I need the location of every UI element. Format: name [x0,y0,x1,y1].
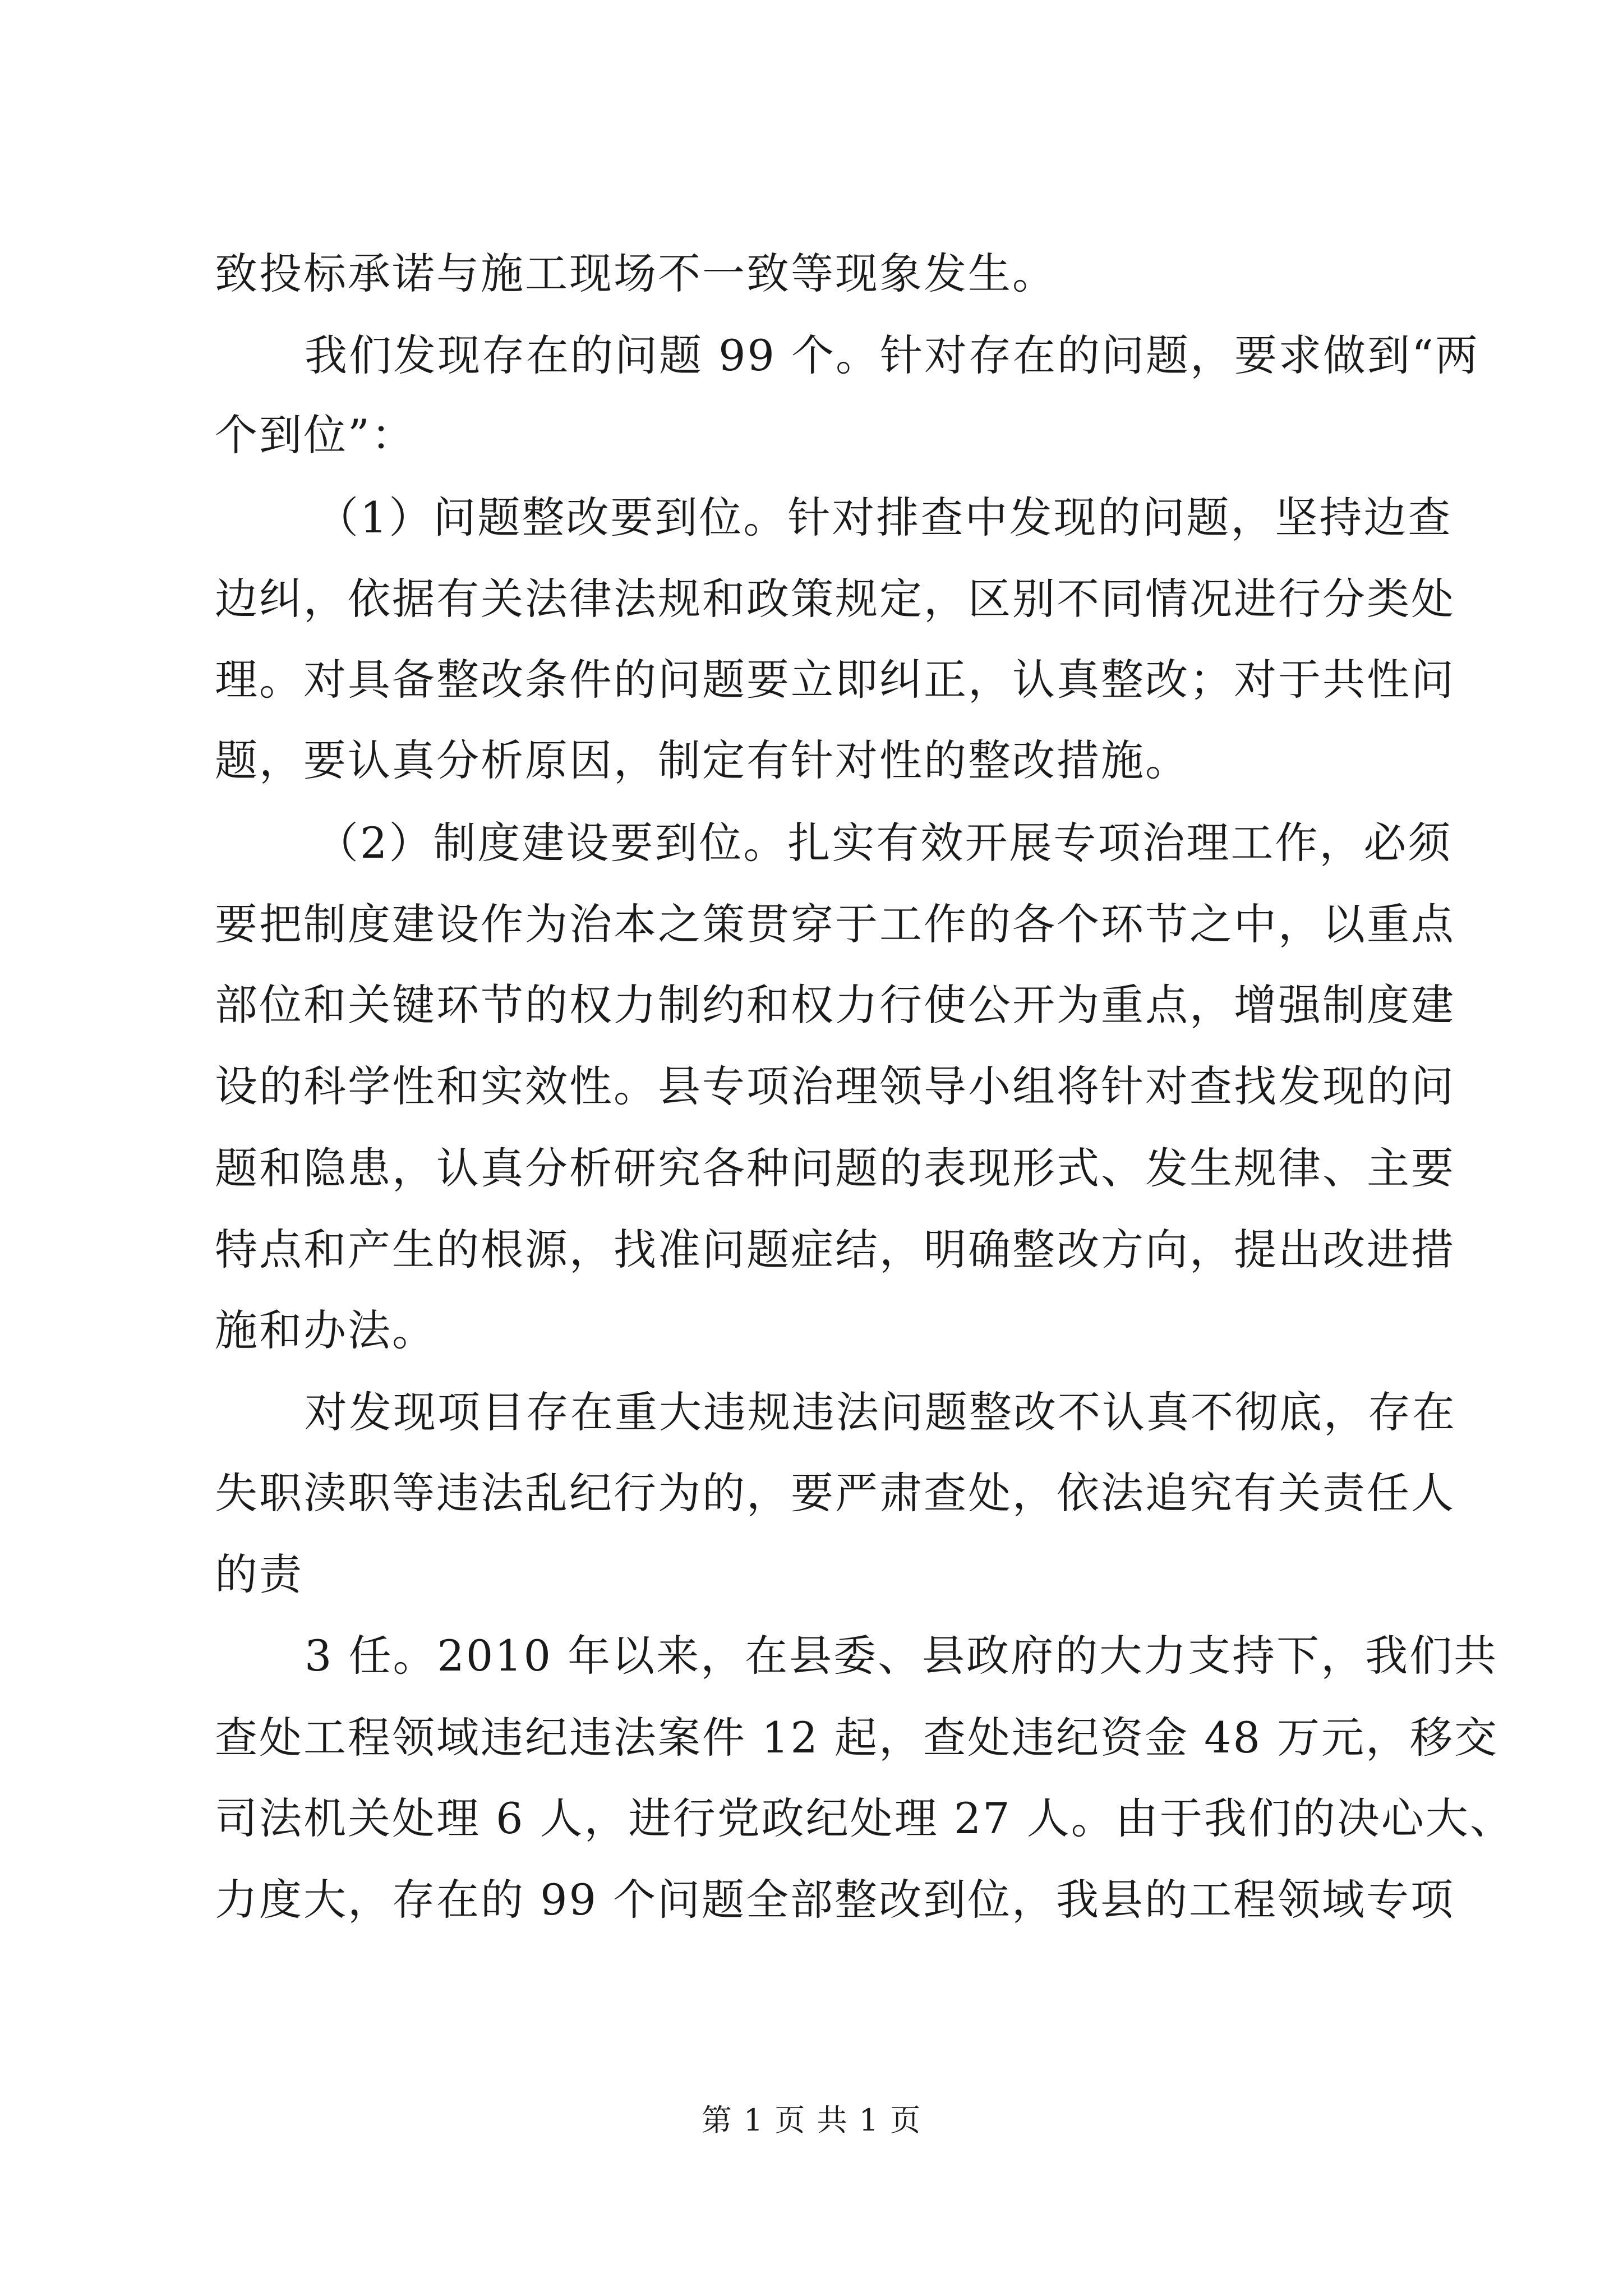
text-line: 理。对具备整改条件的问题要立即纠正，认真整改；对于共性问 [215,655,1455,705]
text-line: 力度大，存在的 99 个问题全部整改到位，我县的工程领域专项 [215,1875,1455,1925]
text-line: （2）制度建设要到位。扎实有效开展专项治理工作，必须 [316,818,1453,868]
text-line: 对发现项目存在重大违规违法问题整改不认真不彻底，存在 [305,1387,1456,1437]
text-line: 3 任。2010 年以来，在县委、县政府的大力支持下，我们共 [305,1631,1498,1681]
text-line: 失职渎职等违法乱纪行为的，要严肃查处，依法追究有关责任人 [215,1468,1455,1518]
text-line: 施和办法。 [215,1305,436,1355]
text-line: 致投标承诺与施工现场不一致等现象发生。 [215,249,1057,298]
text-line: 题和隐患，认真分析研究各种问题的表现形式、发生规律、主要 [215,1143,1455,1193]
text-line: 题，要认真分析原因，制定有针对性的整改措施。 [215,735,1189,785]
text-line: 要把制度建设作为治本之策贯穿于工作的各个环节之中，以重点 [215,899,1455,949]
text-line: 查处工程领域违纪违法案件 12 起，查处违纪资金 48 万元，移交 [215,1713,1499,1763]
text-line: 部位和关键环节的权力制约和权力行使公开为重点，增强制度建 [215,980,1455,1030]
text-line: 特点和产生的根源，找准问题症结，明确整改方向，提出改进措 [215,1225,1455,1274]
text-line: 边纠，依据有关法律法规和政策规定，区别不同情况进行分类处 [215,574,1455,624]
text-line: 个到位”： [215,410,416,460]
text-line: 设的科学性和实效性。县专项治理领导小组将针对查找发现的问 [215,1061,1455,1111]
text-line: 的责 [215,1549,303,1599]
text-line: 司法机关处理 6 人，进行党政纪处理 27 人。由于我们的决心大、 [215,1793,1514,1843]
page-footer: 第 1 页 共 1 页 [701,2102,922,2138]
text-line: （1）问题整改要到位。针对排查中发现的问题，坚持边查 [316,493,1453,542]
text-line: 我们发现存在的问题 99 个。针对存在的问题，要求做到“两 [305,330,1479,380]
